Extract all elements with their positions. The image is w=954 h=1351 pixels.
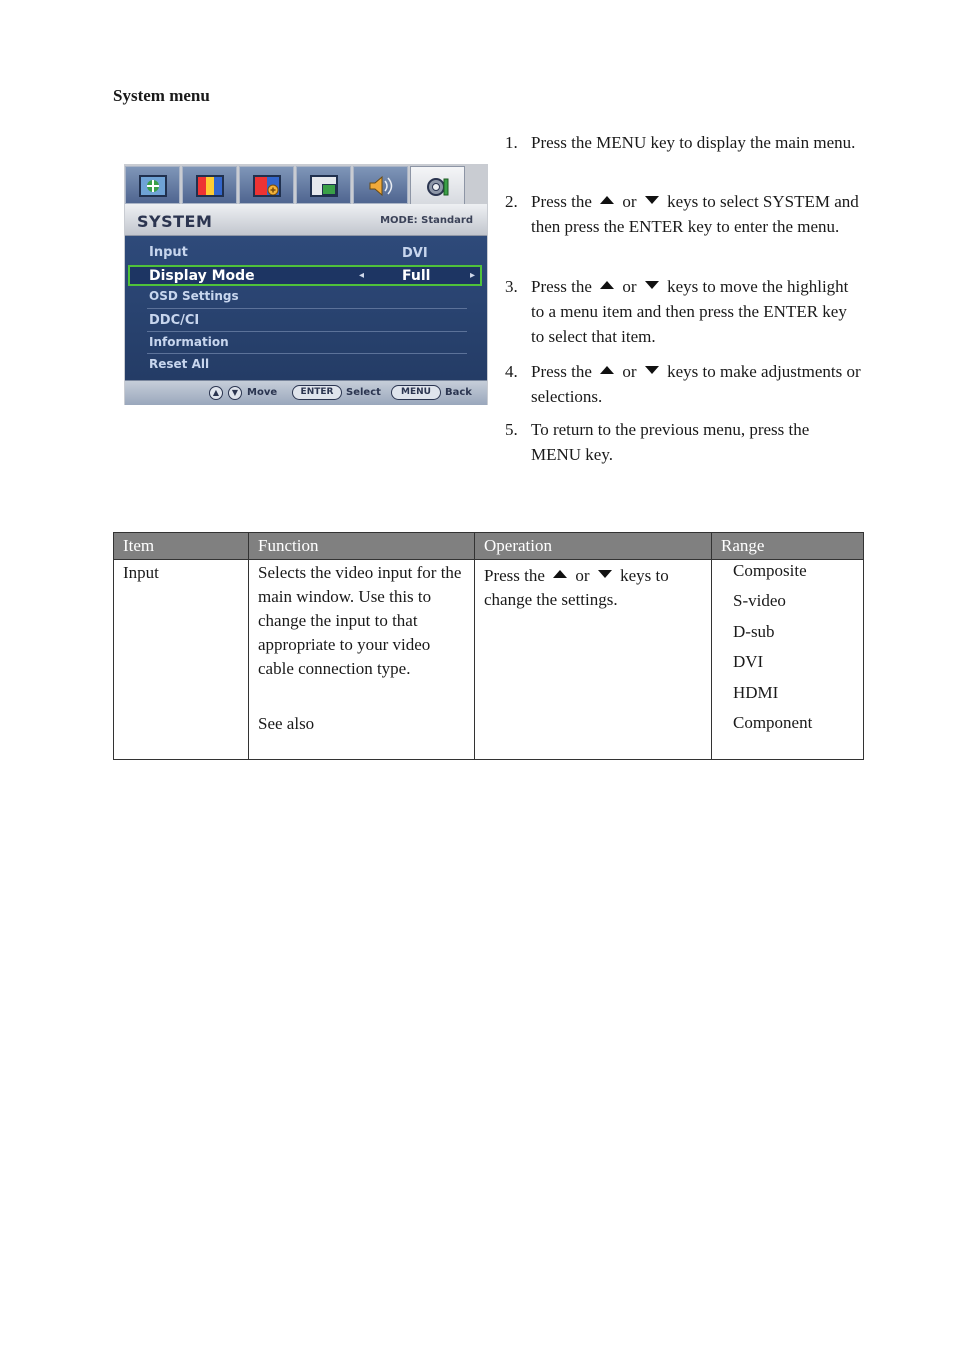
down-arrow-icon xyxy=(645,281,659,289)
osd-divider xyxy=(147,308,467,309)
step-text: Press the MENU key to display the main menu. xyxy=(531,133,856,152)
osd-mode-label: MODE: Standard xyxy=(380,215,473,226)
osd-title: SYSTEM xyxy=(137,212,213,231)
range-item: D-sub xyxy=(733,622,775,641)
arrow-left-icon: ◂ xyxy=(359,270,365,281)
picture-icon xyxy=(139,175,167,197)
down-arrow-icon xyxy=(598,570,612,578)
osd-footer-back: Back xyxy=(445,387,472,398)
pip-icon xyxy=(310,175,338,197)
range-item: Component xyxy=(733,713,813,732)
osd-row-information: Information xyxy=(149,335,229,349)
operation-text-pre: Press the xyxy=(484,566,545,585)
operation-text-post: keys to change the settings. xyxy=(484,566,669,609)
table-cell-function: Selects the video input for the main window. Use this to change the input to that appropriate to your video cable connection type. xyxy=(258,563,462,678)
osd-tab-pip xyxy=(296,166,351,204)
step-text xyxy=(531,274,863,349)
table-divider xyxy=(711,533,712,759)
osd-row-display-mode xyxy=(128,265,482,286)
osd-tab-bar xyxy=(125,166,487,204)
step-text-pre: Press the xyxy=(531,192,592,211)
step-number: 4. xyxy=(505,362,518,381)
audio-icon xyxy=(367,175,395,197)
menu-key-icon: MENU xyxy=(391,385,441,400)
up-arrow-icon xyxy=(600,366,614,374)
table-header-range: Range xyxy=(712,533,863,559)
table-divider xyxy=(114,559,863,560)
osd-menu-list xyxy=(125,236,487,380)
step-text xyxy=(531,359,863,409)
osd-row-osd-settings: OSD Settings xyxy=(149,289,239,303)
step-text-post: keys to move the highlight to a menu item and then press the ENTER key to select that item. xyxy=(531,277,849,346)
table-header-item: Item xyxy=(114,533,249,559)
osd-divider xyxy=(147,331,467,332)
up-key-icon: ▲ xyxy=(209,386,223,400)
table-header-operation: Operation xyxy=(475,533,712,559)
section-heading: System menu xyxy=(113,86,210,105)
table-divider xyxy=(474,533,475,759)
arrow-right-icon: ▸ xyxy=(469,270,475,281)
step-text-pre: Press the xyxy=(531,277,592,296)
step-text-or: or xyxy=(622,362,637,381)
osd-footer xyxy=(125,380,487,405)
up-arrow-icon xyxy=(553,570,567,578)
osd-tab-color-adjust xyxy=(239,166,294,204)
step-text-post: keys to make adjustments or selections. xyxy=(531,362,861,406)
settings-table xyxy=(113,532,864,760)
osd-row-display-mode-value: Full xyxy=(402,268,431,284)
range-item: S-video xyxy=(733,591,786,610)
up-arrow-icon xyxy=(600,196,614,204)
osd-menu-screenshot xyxy=(124,164,488,405)
table-header-function: Function xyxy=(249,533,475,559)
color-adjust-icon xyxy=(253,175,281,197)
enter-key-icon: ENTER xyxy=(292,385,342,400)
down-key-icon: ▼ xyxy=(228,386,242,400)
osd-row-reset-all: Reset All xyxy=(149,357,210,371)
step-text-or: or xyxy=(622,192,637,211)
osd-header xyxy=(125,204,487,236)
osd-tab-audio xyxy=(353,166,408,204)
osd-tab-color xyxy=(182,166,237,204)
step-text-pre: Press the xyxy=(531,362,592,381)
down-arrow-icon xyxy=(645,366,659,374)
step-text-or: or xyxy=(622,277,637,296)
range-item: DVI xyxy=(733,652,764,671)
osd-row-input-value: DVI xyxy=(402,246,428,261)
step-text-post: keys to select SYSTEM and then press the ENTER key to enter the menu. xyxy=(531,192,859,236)
up-arrow-icon xyxy=(600,281,614,289)
range-item: Composite xyxy=(733,561,807,580)
osd-footer-select: Select xyxy=(346,387,381,398)
down-arrow-icon xyxy=(645,196,659,204)
step-number: 5. xyxy=(505,420,518,439)
step-number: 2. xyxy=(505,192,518,211)
operation-text-or: or xyxy=(575,566,590,585)
table-divider xyxy=(248,533,249,759)
step-text xyxy=(531,189,863,239)
osd-footer-move: Move xyxy=(247,387,278,398)
osd-tab-system xyxy=(410,166,465,206)
table-cell-item: Input xyxy=(123,563,159,582)
table-cell-operation xyxy=(484,564,706,612)
system-gear-icon xyxy=(424,175,452,197)
step-text: To return to the previous menu, press the MENU key. xyxy=(531,420,810,464)
osd-row-display-mode-label: Display Mode xyxy=(149,268,255,284)
table-cell-see-also: See also xyxy=(258,714,315,733)
osd-row-input: Input xyxy=(149,245,188,260)
step-number: 3. xyxy=(505,277,518,296)
step-number: 1. xyxy=(505,133,518,152)
range-item: HDMI xyxy=(733,683,779,702)
osd-divider xyxy=(147,353,467,354)
osd-tab-picture xyxy=(125,166,180,204)
osd-row-ddc-ci: DDC/CI xyxy=(149,313,200,328)
color-icon xyxy=(196,175,224,197)
